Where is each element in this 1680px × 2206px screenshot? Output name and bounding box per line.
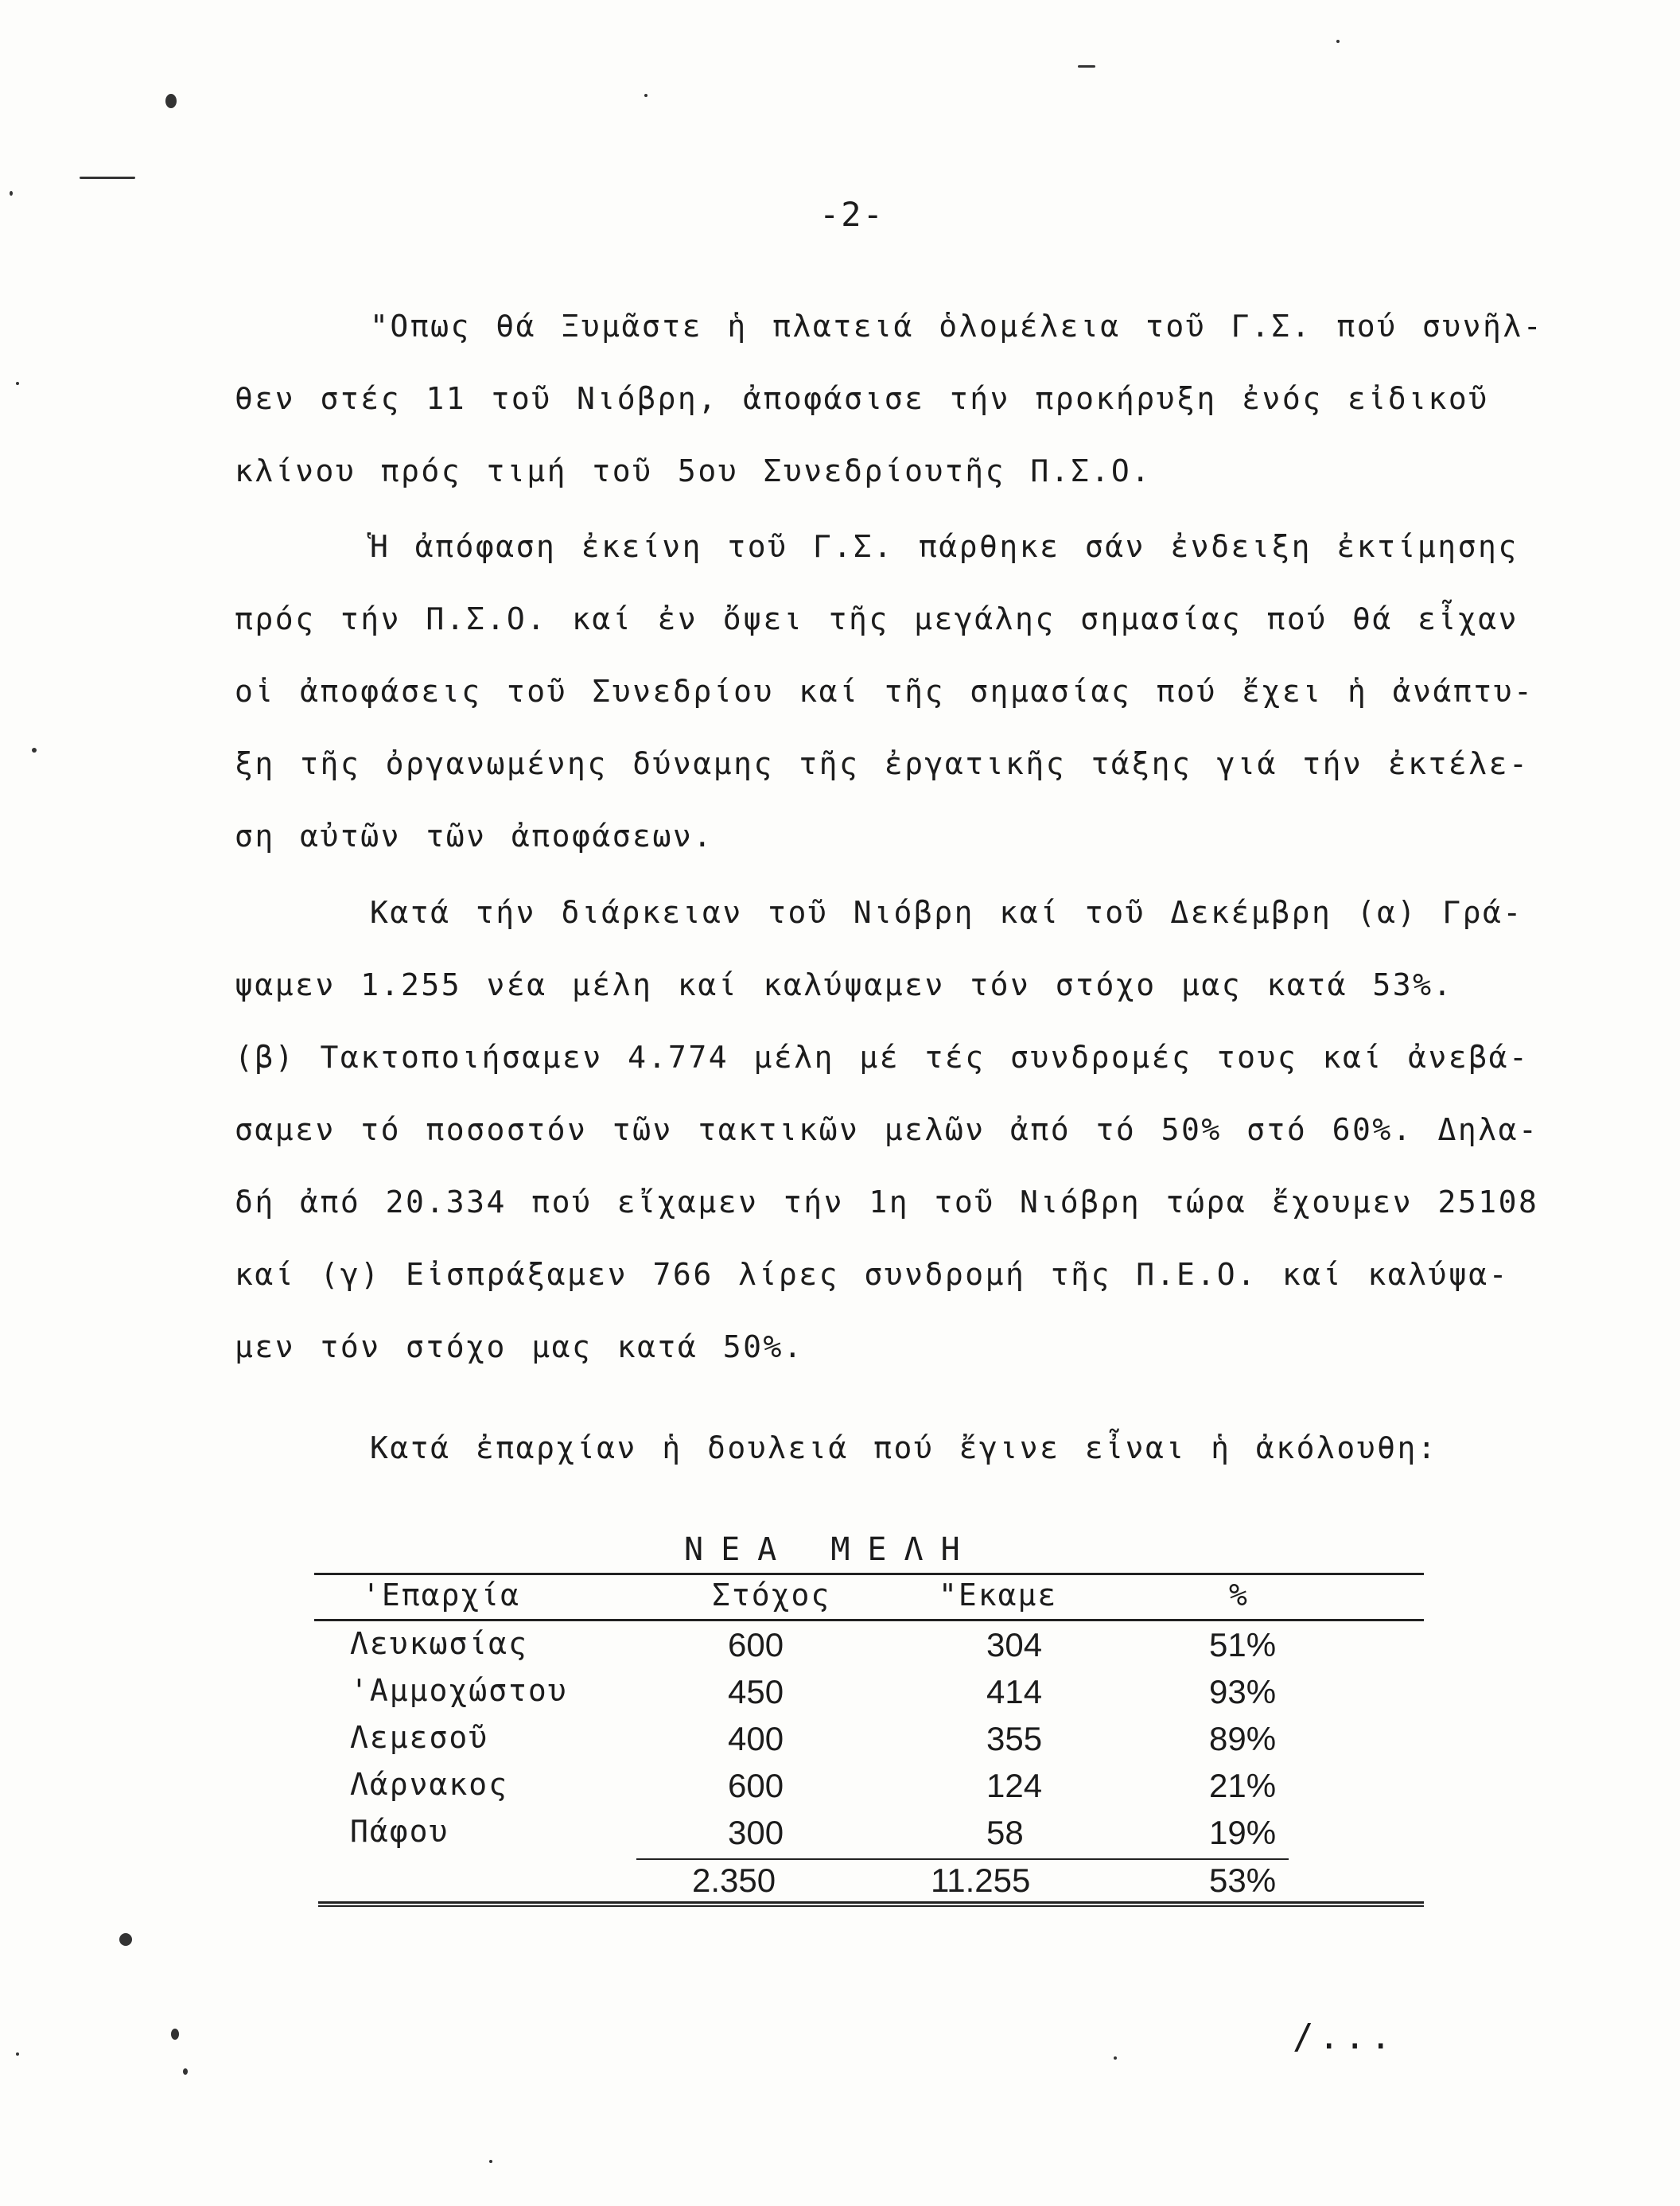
table-row-done: 355 (986, 1720, 1043, 1757)
table-sum-rule (636, 1858, 1289, 1860)
paragraph-line: ψαμεν 1.255 νέα μέλη καί καλύψαμεν τόν στόχο μας κατά 53%. (235, 967, 1453, 1002)
paragraph-3 (235, 877, 1555, 1383)
table-row-province: 'Αμμοχώστου (350, 1673, 568, 1708)
scan-speck (80, 177, 135, 179)
paragraph-line: "Οπως θά Ξυμᾶστε ἡ πλατειά ὁλομέλεια τοῦ Γ.Σ. πού συνῆλ- (370, 309, 1544, 344)
scan-speck (32, 748, 37, 753)
scan-speck (119, 1933, 132, 1946)
paragraph-line: ση αὐτῶν τῶν ἀποφάσεων. (235, 819, 714, 854)
scan-speck (489, 2160, 492, 2163)
paragraph-line: καί (γ) Εἰσπράξαμεν 766 λίρες συνδρομή τῆς Π.Ε.Ο. καί καλύψα- (235, 1257, 1510, 1292)
table-row-target: 600 (728, 1767, 784, 1804)
page-number: -2- (819, 195, 885, 234)
paragraph-line: ξη τῆς ὀργανωμένης δύναμης τῆς ἐργατικῆς τάξης γιά τήν ἐκτέλε- (235, 746, 1530, 781)
paragraph-line: δή ἀπό 20.334 πού εἴχαμεν τήν 1η τοῦ Νιόβρη τώρα ἔχουμεν 25108 (235, 1185, 1539, 1220)
table-row-target: 600 (728, 1626, 784, 1663)
paragraph-line: Κατά ἐπαρχίαν ἡ δουλειά πού ἔγινε εἶναι ἡ ἀκόλουθη: (370, 1430, 1438, 1465)
table-row-percent: 51% (1209, 1626, 1277, 1663)
table-row-province: Λευκωσίας (350, 1626, 528, 1661)
table-row-province: Λάρνακος (350, 1767, 509, 1802)
scan-speck (10, 191, 13, 196)
header-percent: % (1229, 1578, 1249, 1613)
paragraph-1 (235, 290, 1555, 508)
scan-speck (1114, 2056, 1117, 2060)
scan-speck (644, 94, 648, 97)
table-bottom-rule (318, 1901, 1424, 1904)
paragraph-line: (β) Τακτοποιήσαμεν 4.774 μέλη μέ τές συνδρομές τους καί ἀνεβά- (235, 1040, 1530, 1075)
header-province: 'Επαρχία (362, 1578, 521, 1613)
table-row-target: 300 (728, 1814, 784, 1851)
scan-speck (16, 382, 19, 385)
header-target: Στόχος (712, 1578, 831, 1613)
table-row-done: 58 (986, 1814, 1024, 1851)
scan-speck (1078, 65, 1095, 68)
scan-speck (16, 2052, 19, 2056)
scan-speck (183, 2068, 188, 2075)
scan-speck (1336, 40, 1340, 43)
paragraph-line: Ἡ ἀπόφαση ἐκείνη τοῦ Γ.Σ. πάρθηκε σάν ἐνδειξη ἐκτίμησης (370, 529, 1519, 564)
total-target: 2.350 (692, 1862, 776, 1899)
paragraph-4 (235, 1412, 1555, 1484)
table-row-percent: 19% (1209, 1814, 1277, 1851)
total-done: 11.255 (931, 1862, 1031, 1899)
paragraph-line: οἱ ἀποφάσεις τοῦ Συνεδρίου καί τῆς σημασίας πού ἔχει ἡ ἀνάπτυ- (235, 674, 1534, 709)
paragraph-line: κλίνου πρός τιμή τοῦ 5ου Συνεδρίουτῆς Π.Σ.Ο. (235, 453, 1152, 488)
paragraph-line: Κατά τήν διάρκειαν τοῦ Νιόβρη καί τοῦ Δεκέμβρη (α) Γρά- (370, 895, 1523, 930)
table-row-done: 304 (986, 1626, 1043, 1663)
paragraph-line: μεν τόν στόχο μας κατά 50%. (235, 1329, 804, 1364)
table-row-done: 124 (986, 1767, 1043, 1804)
table-row-done: 414 (986, 1673, 1043, 1710)
table-row-percent: 93% (1209, 1673, 1277, 1710)
paragraph-line: πρός τήν Π.Σ.Ο. καί ἐν ὄψει τῆς μεγάλης σημασίας πού θά εἶχαν (235, 601, 1519, 636)
continuation-mark: /... (1293, 2017, 1396, 2057)
paragraph-line: σαμεν τό ποσοστόν τῶν τακτικῶν μελῶν ἀπό τό 50% στό 60%. Δηλα- (235, 1112, 1539, 1147)
header-done: "Εκαμε (939, 1578, 1058, 1613)
table-top-rule (314, 1573, 1424, 1575)
table-row-target: 450 (728, 1673, 784, 1710)
table-row-target: 400 (728, 1720, 784, 1757)
scan-speck (165, 94, 177, 108)
scan-speck (171, 2029, 179, 2040)
total-percent: 53% (1209, 1862, 1277, 1899)
paragraph-line: θεν στές 11 τοῦ Νιόβρη, ἀποφάσισε τήν προκήρυξη ἐνός εἰδικοῦ (235, 381, 1489, 416)
table-bottom-rule-double (318, 1905, 1424, 1907)
table-header-rule (314, 1619, 1424, 1621)
table-title: ΝΕΑ ΜΕΛΗ (684, 1531, 978, 1568)
paragraph-2 (235, 511, 1555, 873)
table-row-percent: 21% (1209, 1767, 1277, 1804)
table-row-province: Πάφου (350, 1814, 449, 1849)
table-row-province: Λεμεσοῦ (350, 1720, 489, 1755)
table-row-percent: 89% (1209, 1720, 1277, 1757)
